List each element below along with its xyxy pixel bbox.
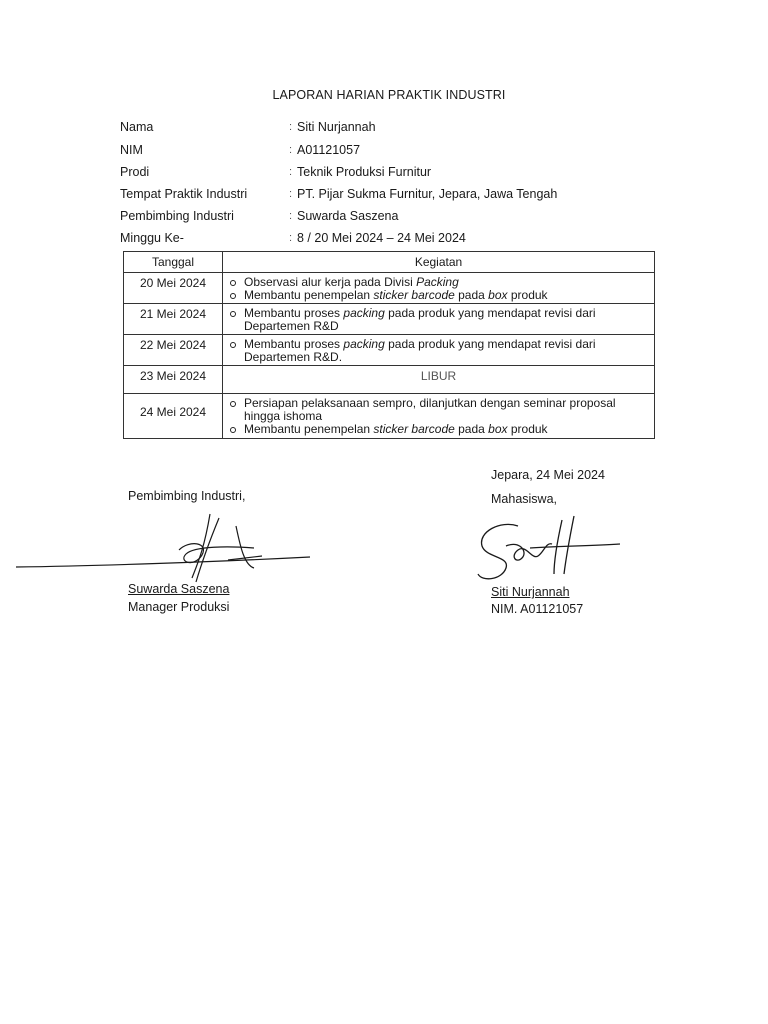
supervisor-position: Manager Produksi	[128, 600, 230, 614]
date-text: 21 Mei 2024	[139, 307, 207, 321]
supervisor-name: Suwarda Saszena	[128, 582, 230, 596]
activity-item	[230, 423, 654, 436]
activity-item	[230, 338, 654, 364]
bullet-icon	[230, 293, 236, 299]
info-value-tempat: PT. Pijar Sukma Furnitur, Jepara, Jawa Tengah	[297, 187, 558, 201]
table-row	[124, 304, 655, 335]
activity-text: box	[488, 422, 508, 436]
activity-cell	[223, 394, 655, 439]
activity-cell	[223, 304, 655, 335]
activity-text: pada	[454, 422, 489, 436]
activity-text: pada produk yang mendapat revisi dari Departemen R&D	[244, 306, 596, 333]
date-cell	[124, 335, 223, 366]
activity-text: packing	[343, 337, 385, 351]
supervisor-role: Pembimbing Industri,	[128, 489, 246, 503]
place-date: Jepara, 24 Mei 2024	[491, 468, 605, 482]
date-text: 23 Mei 2024	[139, 369, 207, 383]
date-text: 20 Mei 2024	[139, 276, 207, 290]
activity-cell	[223, 335, 655, 366]
date-text: 24 Mei 2024	[139, 405, 207, 419]
student-name: Siti Nurjannah	[491, 585, 570, 599]
activity-text: produk	[507, 288, 548, 302]
activity-item	[230, 307, 654, 333]
activity-text: produk	[507, 422, 548, 436]
info-value-nim: A01121057	[297, 143, 361, 157]
activity-list	[223, 273, 654, 303]
info-label-minggu: Minggu Ke-	[120, 231, 184, 245]
activity-list	[223, 394, 654, 437]
activity-text: pada produk yang mendapat revisi dari Departemen R&D.	[244, 337, 596, 364]
date-cell	[124, 304, 223, 335]
activity-text: box	[488, 288, 508, 302]
info-separator: :	[289, 210, 293, 222]
info-label-nim: NIM	[120, 143, 143, 157]
activity-text: Observasi alur kerja pada Divisi	[244, 275, 417, 289]
activity-table	[123, 251, 655, 439]
date-cell	[124, 273, 223, 304]
activity-text: Membantu proses	[244, 306, 344, 320]
date-text: 22 Mei 2024	[139, 338, 207, 352]
activity-text: Membantu proses	[244, 337, 344, 351]
info-value-nama: Siti Nurjannah	[297, 120, 376, 134]
bullet-icon	[230, 427, 236, 433]
info-separator: :	[289, 144, 293, 156]
date-cell	[124, 366, 223, 394]
student-nim: NIM. A01121057	[491, 602, 584, 616]
bullet-icon	[230, 311, 236, 317]
column-header-kegiatan: Kegiatan	[223, 252, 655, 273]
activity-text: sticker barcode	[373, 288, 455, 302]
info-separator: :	[289, 121, 293, 133]
document-title: LAPORAN HARIAN PRAKTIK INDUSTRI	[272, 88, 506, 102]
activity-text: Packing	[416, 275, 459, 289]
table-header-row	[124, 252, 655, 273]
bullet-icon	[230, 342, 236, 348]
table-row	[124, 366, 655, 394]
activity-list	[223, 335, 654, 365]
activity-cell	[223, 273, 655, 304]
activity-text: Membantu penempelan	[244, 422, 374, 436]
activity-text: Persiapan pelaksanaan sempro, dilanjutkan dengan seminar proposal hingga ishoma	[244, 396, 616, 423]
info-separator: :	[289, 188, 293, 200]
info-separator: :	[289, 166, 293, 178]
activity-text: pada	[454, 288, 489, 302]
student-signature	[470, 512, 630, 592]
info-value-minggu: 8 / 20 Mei 2024 – 24 Mei 2024	[297, 231, 466, 245]
activity-text: packing	[343, 306, 385, 320]
info-label-tempat: Tempat Praktik Industri	[120, 187, 248, 201]
table-body	[124, 273, 655, 439]
activity-cell	[223, 366, 655, 394]
activity-list	[223, 304, 654, 334]
student-role: Mahasiswa,	[491, 492, 557, 506]
date-cell	[124, 394, 223, 439]
activity-item	[230, 289, 654, 302]
activity-item	[230, 397, 654, 423]
activity-text: sticker barcode	[373, 422, 455, 436]
bullet-icon	[230, 401, 236, 407]
table-row	[124, 273, 655, 304]
column-header-tanggal: Tanggal	[124, 252, 223, 273]
info-value-prodi: Teknik Produksi Furnitur	[297, 165, 432, 179]
info-label-pembimbing: Pembimbing Industri	[120, 209, 234, 223]
table-row	[124, 335, 655, 366]
holiday-label: LIBUR	[420, 369, 457, 383]
bullet-icon	[230, 280, 236, 286]
info-value-pembimbing: Suwarda Saszena	[297, 209, 399, 223]
table-row	[124, 394, 655, 439]
info-separator: :	[289, 232, 293, 244]
activity-text: Membantu penempelan	[244, 288, 374, 302]
info-label-prodi: Prodi	[120, 165, 150, 179]
info-label-nama: Nama	[120, 120, 154, 134]
